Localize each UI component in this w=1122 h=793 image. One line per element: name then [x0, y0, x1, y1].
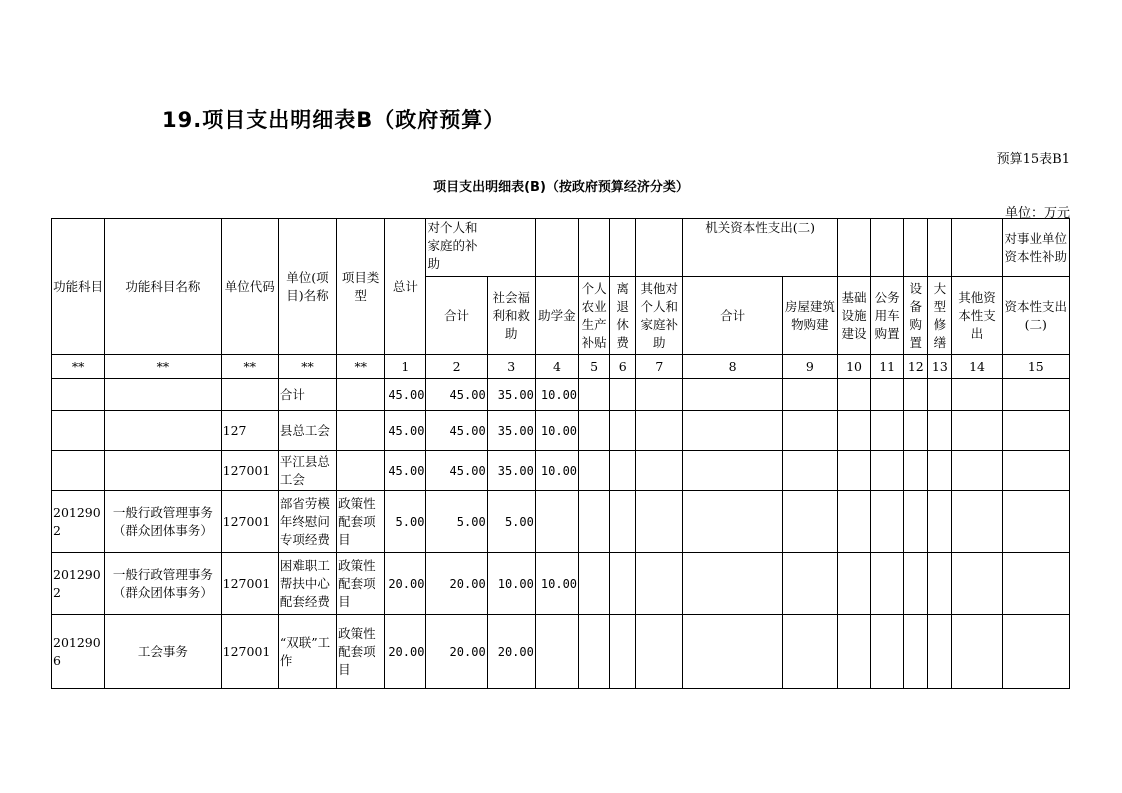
cell-amount: [636, 379, 683, 411]
index-cell: **: [337, 355, 385, 379]
index-cell: 11: [871, 355, 904, 379]
cell-amount: 45.00: [426, 451, 487, 491]
cell-unit-code: 127001: [221, 553, 278, 615]
cell-amount: [952, 411, 1002, 451]
header-total: 总计: [385, 219, 426, 355]
cell-unit-code: 127001: [221, 451, 278, 491]
cell-unit-name: 合计: [278, 379, 336, 411]
index-cell: 2: [426, 355, 487, 379]
cell-amount: 20.00: [385, 615, 426, 689]
cell-amount: [871, 411, 904, 451]
cell-amount: [952, 615, 1002, 689]
cell-amount: [610, 615, 636, 689]
cell-amount: [636, 553, 683, 615]
cell-amount: [1002, 379, 1069, 411]
cell-amount: [904, 379, 928, 411]
cell-amount: 45.00: [385, 451, 426, 491]
table-row: [52, 451, 1070, 491]
header-sub: 其他对个人和家庭补助: [636, 277, 683, 355]
cell-amount: [871, 451, 904, 491]
cell-amount: [904, 491, 928, 553]
cell-unit-name: “双联”工作: [278, 615, 336, 689]
cell-unit-code: [221, 379, 278, 411]
cell-amount: 5.00: [487, 491, 535, 553]
cell-amount: [782, 491, 837, 553]
cell-amount: [952, 451, 1002, 491]
cell-amount: [928, 615, 952, 689]
cell-amount: [610, 411, 636, 451]
cell-unit-name: 平江县总工会: [278, 451, 336, 491]
cell-func-name: 一般行政管理事务（群众团体事务）: [105, 553, 221, 615]
cell-amount: 45.00: [385, 379, 426, 411]
header-capital-group: 机关资本性支出(二): [683, 219, 838, 277]
cell-amount: [1002, 553, 1069, 615]
header-sub: 大型修缮: [928, 277, 952, 355]
cell-amount: [782, 411, 837, 451]
cell-amount: [610, 491, 636, 553]
page-title: 19.项目支出明细表B（政府预算）: [162, 108, 506, 132]
cell-amount: [579, 615, 610, 689]
index-cell: 6: [610, 355, 636, 379]
cell-unit-name: 部省劳模年终慰问专项经费: [278, 491, 336, 553]
cell-amount: 10.00: [535, 451, 578, 491]
cell-func-name: [105, 379, 221, 411]
cell-amount: [636, 411, 683, 451]
header-sub: 设备购置: [904, 277, 928, 355]
cell-amount: [904, 451, 928, 491]
header-sub: 房屋建筑物购建: [782, 277, 837, 355]
header-enterprise-group: 对事业单位资本性补助: [1002, 219, 1069, 277]
cell-amount: [952, 491, 1002, 553]
index-cell: 13: [928, 355, 952, 379]
cell-amount: [904, 553, 928, 615]
header-unit-code: 单位代码: [221, 219, 278, 355]
table-row: [52, 553, 1070, 615]
cell-unit-name: 县总工会: [278, 411, 336, 451]
index-cell: 5: [579, 355, 610, 379]
cell-unit-code: 127: [221, 411, 278, 451]
index-cell: 8: [683, 355, 782, 379]
cell-amount: [837, 411, 870, 451]
cell-func-code: [52, 451, 105, 491]
cell-project-type: [337, 451, 385, 491]
table-code: 预算15表B1: [996, 152, 1070, 167]
cell-amount: [782, 451, 837, 491]
header-sub: 合计: [683, 277, 782, 355]
cell-amount: [579, 553, 610, 615]
cell-amount: 10.00: [535, 553, 578, 615]
cell-amount: [871, 553, 904, 615]
cell-amount: [837, 379, 870, 411]
cell-amount: [579, 451, 610, 491]
index-cell: 3: [487, 355, 535, 379]
table-row: [52, 491, 1070, 553]
header-sub: 社会福利和救助: [487, 277, 535, 355]
cell-amount: [928, 411, 952, 451]
cell-func-code: 2012906: [52, 615, 105, 689]
cell-amount: 20.00: [385, 553, 426, 615]
header-sub: 个人农业生产补贴: [579, 277, 610, 355]
header-sub: 合计: [426, 277, 487, 355]
cell-amount: [837, 553, 870, 615]
cell-amount: [782, 553, 837, 615]
table-title: 项目支出明细表(B)（按政府预算经济分类）: [433, 180, 689, 195]
index-cell: 12: [904, 355, 928, 379]
header-personal-group: 对个人和家庭的补助: [426, 219, 487, 277]
cell-project-type: 政策性配套项目: [337, 491, 385, 553]
cell-amount: [683, 491, 782, 553]
cell-amount: [928, 491, 952, 553]
cell-func-name: [105, 451, 221, 491]
cell-amount: 20.00: [426, 553, 487, 615]
cell-amount: [683, 379, 782, 411]
cell-amount: [837, 615, 870, 689]
cell-project-type: [337, 411, 385, 451]
cell-amount: [683, 615, 782, 689]
budget-table: [51, 218, 1070, 689]
cell-amount: [1002, 491, 1069, 553]
cell-amount: [837, 451, 870, 491]
cell-amount: [782, 379, 837, 411]
cell-amount: 35.00: [487, 451, 535, 491]
index-cell: **: [278, 355, 336, 379]
cell-amount: 45.00: [426, 379, 487, 411]
cell-amount: [952, 553, 1002, 615]
cell-amount: 35.00: [487, 411, 535, 451]
cell-project-type: 政策性配套项目: [337, 553, 385, 615]
cell-amount: [1002, 411, 1069, 451]
cell-amount: 5.00: [426, 491, 487, 553]
cell-unit-code: 127001: [221, 615, 278, 689]
cell-amount: 10.00: [535, 411, 578, 451]
cell-amount: [952, 379, 1002, 411]
header-sub: 其他资本性支出: [952, 277, 1002, 355]
cell-amount: 10.00: [487, 553, 535, 615]
cell-amount: [871, 491, 904, 553]
cell-amount: [579, 491, 610, 553]
cell-amount: [535, 615, 578, 689]
header-sub: 公务用车购置: [871, 277, 904, 355]
index-cell: 1: [385, 355, 426, 379]
cell-amount: 45.00: [426, 411, 487, 451]
cell-func-name: [105, 411, 221, 451]
cell-func-code: 2012902: [52, 491, 105, 553]
index-cell: 9: [782, 355, 837, 379]
cell-amount: [1002, 451, 1069, 491]
header-sub: 基础设施建设: [837, 277, 870, 355]
cell-amount: [1002, 615, 1069, 689]
cell-amount: [579, 379, 610, 411]
cell-amount: [683, 451, 782, 491]
cell-amount: [683, 553, 782, 615]
header-func-name: 功能科目名称: [105, 219, 221, 355]
cell-amount: [636, 451, 683, 491]
table-row: [52, 411, 1070, 451]
header-sub: 资本性支出(二): [1002, 277, 1069, 355]
cell-unit-code: 127001: [221, 491, 278, 553]
cell-amount: [837, 491, 870, 553]
cell-amount: [871, 379, 904, 411]
cell-amount: 35.00: [487, 379, 535, 411]
cell-amount: [636, 615, 683, 689]
cell-amount: [683, 411, 782, 451]
table-row: [52, 379, 1070, 411]
header-sub: 助学金: [535, 277, 578, 355]
index-cell: 4: [535, 355, 578, 379]
cell-project-type: [337, 379, 385, 411]
cell-amount: [579, 411, 610, 451]
cell-amount: [782, 615, 837, 689]
index-cell: 15: [1002, 355, 1069, 379]
index-cell: 7: [636, 355, 683, 379]
cell-amount: [904, 411, 928, 451]
unit-label: 单位：万元: [1004, 206, 1070, 221]
header-unit-name: 单位(项目)名称: [278, 219, 336, 355]
header-project-type: 项目类型: [337, 219, 385, 355]
cell-amount: 20.00: [426, 615, 487, 689]
cell-amount: 45.00: [385, 411, 426, 451]
cell-amount: [928, 451, 952, 491]
cell-amount: 10.00: [535, 379, 578, 411]
cell-func-name: 工会事务: [105, 615, 221, 689]
index-cell: **: [105, 355, 221, 379]
cell-amount: [928, 553, 952, 615]
cell-amount: [610, 553, 636, 615]
cell-func-code: 2012902: [52, 553, 105, 615]
index-cell: **: [221, 355, 278, 379]
cell-amount: 5.00: [385, 491, 426, 553]
index-row: [52, 355, 1070, 379]
cell-amount: 20.00: [487, 615, 535, 689]
cell-amount: [610, 451, 636, 491]
cell-amount: [904, 615, 928, 689]
cell-amount: [928, 379, 952, 411]
cell-amount: [871, 615, 904, 689]
cell-func-code: [52, 379, 105, 411]
index-cell: 14: [952, 355, 1002, 379]
cell-amount: [610, 379, 636, 411]
index-cell: **: [52, 355, 105, 379]
cell-func-name: 一般行政管理事务（群众团体事务）: [105, 491, 221, 553]
header-sub: 离退休费: [610, 277, 636, 355]
cell-func-code: [52, 411, 105, 451]
cell-unit-name: 困难职工帮扶中心配套经费: [278, 553, 336, 615]
header-func-code: 功能科目: [52, 219, 105, 355]
table-row: [52, 615, 1070, 689]
cell-amount: [636, 491, 683, 553]
cell-amount: [535, 491, 578, 553]
index-cell: 10: [837, 355, 870, 379]
cell-project-type: 政策性配套项目: [337, 615, 385, 689]
